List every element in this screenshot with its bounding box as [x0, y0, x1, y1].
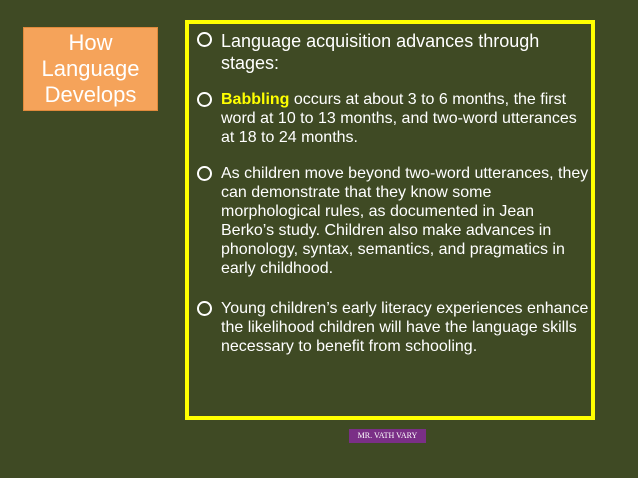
- bullet-item: [197, 90, 591, 147]
- bullet-text: As children move beyond two-word utterances, they can demonstrate that they know some morphological rules, as documented in Jean Berko’s study. Children also make advances in phonology, syntax, semantics, and pragmatics in early childhood.: [221, 165, 589, 277]
- hollow-circle-bullet-icon: [197, 92, 212, 107]
- hollow-circle-bullet-icon: [197, 166, 212, 181]
- footer-author-label: MR. VATH VARY: [349, 429, 426, 443]
- bullet-item: [197, 164, 591, 278]
- title-box: [23, 27, 158, 111]
- slide-title: How Language Develops: [41, 30, 140, 107]
- highlight-term: Babbling: [221, 91, 290, 108]
- bullet-item: [197, 30, 591, 74]
- hollow-circle-bullet-icon: [197, 301, 212, 316]
- bullet-text: Language acquisition advances through stages:: [221, 31, 540, 73]
- bullet-text: occurs at about 3 to 6 months, the first word at 10 to 13 months, and two-word utterances at 18 to 24 months.: [221, 91, 577, 146]
- bullet-text: Young children’s early literacy experiences enhance the likelihood children will have the language skills necessary to benefit from schooling.: [221, 300, 589, 355]
- hollow-circle-bullet-icon: [197, 32, 212, 47]
- content-box: [185, 20, 595, 420]
- bullet-item: [197, 299, 591, 356]
